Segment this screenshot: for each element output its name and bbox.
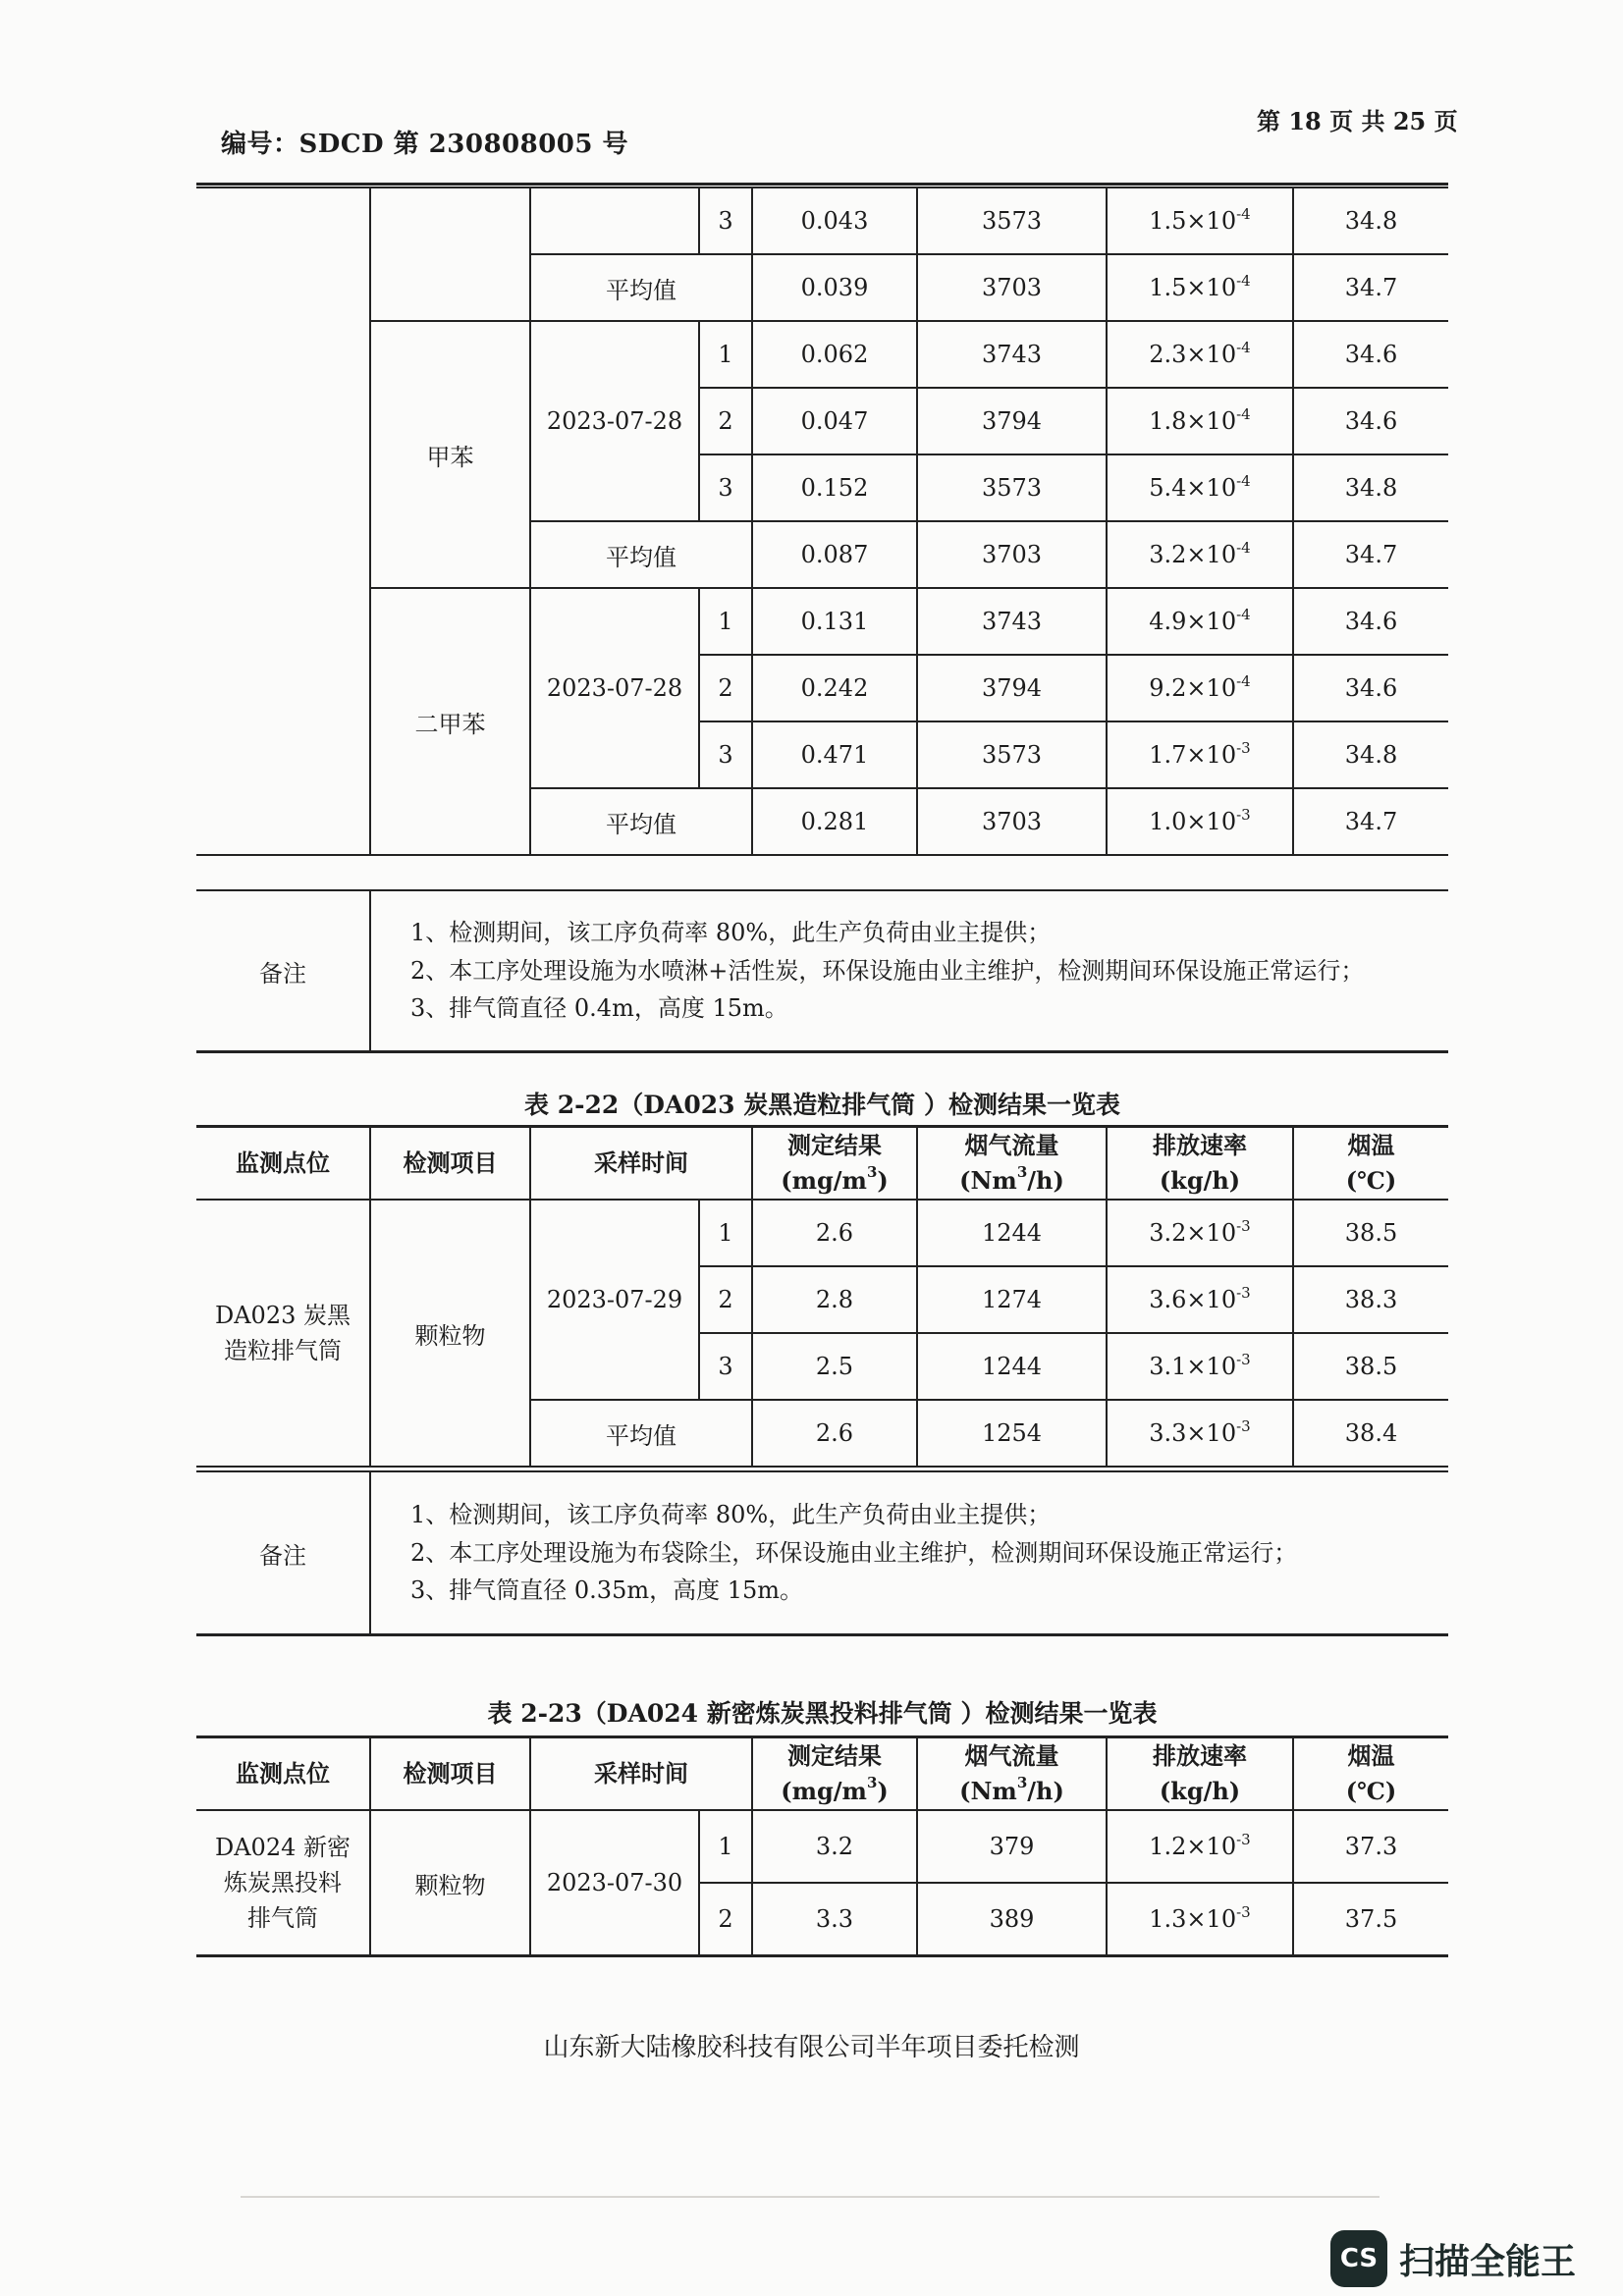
concentration-value: 0.131 [752,588,917,655]
rate-value: $3.1\times 10^{-3}$ [1107,1333,1293,1400]
sample-number: 3 [699,454,752,521]
temperature-value: 34.8 [1293,187,1448,254]
rate-value: $1.7\times 10^{-3}$ [1107,721,1293,788]
flow-value: 1244 [917,1333,1107,1400]
sample-number: 2 [699,1883,752,1956]
header-time: 采样时间 [530,1127,752,1201]
flow-value: 3703 [917,254,1107,321]
sampling-date: 2023-07-28 [530,321,699,521]
remark-label: 备注 [196,890,370,1052]
concentration-value: 2.6 [752,1200,917,1266]
concentration-value: 0.471 [752,721,917,788]
sample-number: 3 [699,721,752,788]
flow-value: 3573 [917,454,1107,521]
remark-line: 3、排气筒直径 0.35m，高度 15m。 [410,1576,804,1605]
header-concentration: 测定结果 $(mg/m^3)$ [752,1127,917,1201]
document-number: 编号：SDCD 第 230808005 号 [221,130,629,159]
rate-value: $1.5\times 10^{-4}$ [1107,254,1293,321]
temperature-value: 38.5 [1293,1200,1448,1266]
test-item-xylene: 二甲苯 [370,588,530,855]
concentration-value: 2.8 [752,1266,917,1333]
temperature-value: 38.5 [1293,1333,1448,1400]
rate-value: $1.5\times 10^{-4}$ [1107,187,1293,254]
average-label: 平均值 [530,521,752,588]
header-rate: 排放速率 (kg/h) [1107,1127,1293,1201]
table-caption: 表 2-22（DA023 炭黑造粒排气筒 ）检测结果一览表 [524,1091,1120,1119]
scanner-watermark [1330,2230,1576,2287]
sample-number: 1 [699,1810,752,1883]
concentration-value: 2.5 [752,1333,917,1400]
temperature-value: 34.6 [1293,655,1448,721]
sample-number: 3 [699,1333,752,1400]
rate-value: $1.0\times 10^{-3}$ [1107,788,1293,855]
sample-number: 2 [699,388,752,454]
camscanner-logo-icon: CS [1330,2230,1387,2287]
flow-value: 3703 [917,788,1107,855]
remark-row [196,890,1448,1052]
table-row [196,321,1448,388]
table-caption: 表 2-23（DA024 新密炼炭黑投料排气筒 ）检测结果一览表 [487,1699,1158,1728]
flow-value: 1244 [917,1200,1107,1266]
concentration-value: 3.3 [752,1883,917,1956]
flow-value: 1274 [917,1266,1107,1333]
concentration-value: 2.6 [752,1400,917,1467]
table-header-row [196,1737,1448,1811]
temperature-value: 38.3 [1293,1266,1448,1333]
flow-value: 3573 [917,187,1107,254]
site-cell-blank [196,187,370,855]
concentration-value: 0.062 [752,321,917,388]
monitoring-site: DA023 炭黑 造粒排气筒 [196,1200,370,1467]
remark-line: 3、排气筒直径 0.4m，高度 15m。 [410,994,788,1023]
flow-value: 3794 [917,388,1107,454]
table-row [196,1810,1448,1883]
flow-value: 3703 [917,521,1107,588]
remark-table-22 [196,1470,1448,1636]
table-header-row [196,1127,1448,1201]
table-row [196,1200,1448,1266]
remark-body [370,1471,1448,1635]
remark-body [370,890,1448,1052]
rate-value: $2.3\times 10^{-4}$ [1107,321,1293,388]
remark-row [196,1471,1448,1635]
flow-value: 1254 [917,1400,1107,1467]
flow-value: 389 [917,1883,1107,1956]
bottom-rule [241,2196,1380,2198]
rate-value: $1.8\times 10^{-4}$ [1107,388,1293,454]
test-item: 颗粒物 [370,1810,530,1956]
header-flow: 烟气流量 (Nm$^3$/h) [917,1127,1107,1201]
rate-value: $1.2\times 10^{-3}$ [1107,1810,1293,1883]
flow-value: 3794 [917,655,1107,721]
results-table-22 [196,1125,1448,1468]
rate-value: $1.3\times 10^{-3}$ [1107,1883,1293,1956]
concentration-value: 0.242 [752,655,917,721]
header-temperature: 烟温 (℃) [1293,1737,1448,1811]
remark-line: 2、本工序处理设施为布袋除尘，环保设施由业主维护，检测期间环保设施正常运行； [410,1538,1298,1567]
rate-value: $5.4\times 10^{-4}$ [1107,454,1293,521]
sample-number: 2 [699,1266,752,1333]
temperature-value: 34.7 [1293,788,1448,855]
average-label: 平均值 [530,254,752,321]
table-row [196,187,1448,254]
results-table-continued [196,187,1448,856]
temperature-value: 34.8 [1293,721,1448,788]
rate-value: $4.9\times 10^{-4}$ [1107,588,1293,655]
item-cell-blank [370,187,530,321]
remark-label: 备注 [196,1471,370,1635]
flow-value: 3743 [917,321,1107,388]
rate-value: $9.2\times 10^{-4}$ [1107,655,1293,721]
remark-line: 1、检测期间，该工序负荷率 80%，此生产负荷由业主提供； [410,1501,1052,1529]
table-row [196,588,1448,655]
sampling-date: 2023-07-28 [530,588,699,788]
results-table-23 [196,1735,1448,1957]
temperature-value: 34.6 [1293,388,1448,454]
remark-line: 2、本工序处理设施为水喷淋+活性炭，环保设施由业主维护，检测期间环保设施正常运行； [410,956,1365,985]
temperature-value: 34.6 [1293,321,1448,388]
scanner-brand-name: 扫描全能王 [1399,2241,1577,2282]
sample-number: 3 [699,187,752,254]
test-item-toluene: 甲苯 [370,321,530,588]
monitoring-site: DA024 新密 炼炭黑投料 排气筒 [196,1810,370,1956]
concentration-value: 0.087 [752,521,917,588]
sample-number: 1 [699,588,752,655]
header-site: 监测点位 [196,1127,370,1201]
header-rule [196,183,1448,186]
remark-table-21 [196,889,1448,1053]
rate-value: $3.3\times 10^{-3}$ [1107,1400,1293,1467]
flow-value: 3743 [917,588,1107,655]
header-site: 监测点位 [196,1737,370,1811]
concentration-value: 0.043 [752,187,917,254]
concentration-value: 0.281 [752,788,917,855]
sampling-date: 2023-07-30 [530,1810,699,1956]
flow-value: 3573 [917,721,1107,788]
average-label: 平均值 [530,788,752,855]
rate-value: $3.2\times 10^{-4}$ [1107,521,1293,588]
header-item: 检测项目 [370,1737,530,1811]
concentration-value: 0.039 [752,254,917,321]
header-temperature: 烟温 (℃) [1293,1127,1448,1201]
header-rate: 排放速率 (kg/h) [1107,1737,1293,1811]
date-cell-blank [530,187,699,254]
temperature-value: 34.6 [1293,588,1448,655]
sample-number: 2 [699,655,752,721]
sample-number: 1 [699,321,752,388]
footer-text: 山东新大陆橡胶科技有限公司半年项目委托检测 [543,2033,1080,2062]
temperature-value: 37.3 [1293,1810,1448,1883]
temperature-value: 37.5 [1293,1883,1448,1956]
concentration-value: 0.152 [752,454,917,521]
header-flow: 烟气流量 (Nm$^3$/h) [917,1737,1107,1811]
temperature-value: 38.4 [1293,1400,1448,1467]
remark-line: 1、检测期间，该工序负荷率 80%，此生产负荷由业主提供； [410,919,1052,947]
header-item: 检测项目 [370,1127,530,1201]
rate-value: $3.2\times 10^{-3}$ [1107,1200,1293,1266]
temperature-value: 34.7 [1293,521,1448,588]
test-item: 颗粒物 [370,1200,530,1467]
sampling-date: 2023-07-29 [530,1200,699,1400]
temperature-value: 34.7 [1293,254,1448,321]
concentration-value: 0.047 [752,388,917,454]
header-time: 采样时间 [530,1737,752,1811]
average-label: 平均值 [530,1400,752,1467]
header-concentration: 测定结果 $(mg/m^3)$ [752,1737,917,1811]
temperature-value: 34.8 [1293,454,1448,521]
rate-value: $3.6\times 10^{-3}$ [1107,1266,1293,1333]
sample-number: 1 [699,1200,752,1266]
page-indicator: 第 18 页 共 25 页 [1257,107,1458,135]
concentration-value: 3.2 [752,1810,917,1883]
flow-value: 379 [917,1810,1107,1883]
